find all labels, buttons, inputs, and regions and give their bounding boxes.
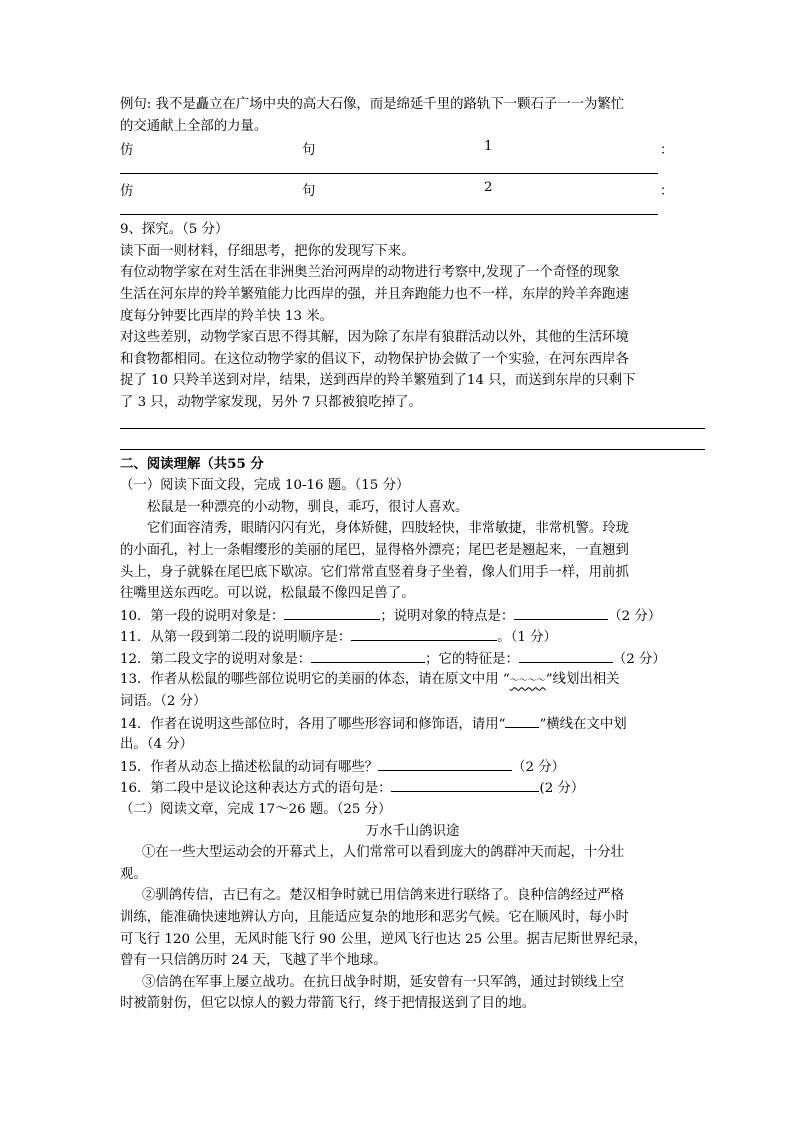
example-line-1: 例句: 我不是矗立在广场中央的高大石像，而是绵延千里的路轨下一颗石子一一为繁忙 [120, 97, 625, 112]
question-text: 15．作者从动态上描述松鼠的动词有哪些？ [120, 759, 379, 775]
imitation-label-2: 句 [302, 184, 316, 200]
question-15 [120, 756, 705, 778]
underline-mark [505, 713, 539, 728]
imitation-number: 1 [484, 139, 493, 155]
question-11 [120, 626, 705, 648]
question-score: （2 分） [608, 608, 662, 624]
article-paragraph-2: ②驯鸽传信，古已有之。楚汉相争时就已用信鸽来进行联络了。良种信鸽经过严格 [142, 888, 625, 904]
q9-line: 了 3 只，动物学家发现，另外 7 只都被狼吃掉了。 [120, 394, 422, 410]
part1-paragraph-2: 的小面孔，衬上一条帽缨形的美丽的尾巴，显得格外漂亮；尾巴老是翘起来，一直翘到 [120, 542, 629, 558]
question-text: 16．第二段中是议论这种表达方式的语句是： [120, 781, 392, 797]
q9-line: 度每分钟要比西岸的羚羊快 13 米。 [120, 308, 334, 324]
question-text: 14．作者在说明这些部位时，各用了哪些形容词和修饰语，请用“ [120, 716, 506, 732]
article-paragraph-3: 时被箭射伤，但它以惊人的毅力带箭飞行，终于把情报送到了目的地。 [120, 996, 536, 1012]
q9-line: 生活在河东岸的羚羊繁殖能力比西岸的强，并且奔跑能力也不一样，东岸的羚羊奔跑速 [120, 286, 629, 302]
question-13-cont: 词语。（2 分） [120, 694, 207, 710]
question-text: ”横线在文中划 [539, 716, 627, 732]
example-line-2: 的交通献上全部的力量。 [120, 118, 268, 134]
question-text: ”线划出相关 [545, 672, 620, 688]
q9-line: 对这些差别，动物学家百思不得其解，因为除了东岸有狼群活动以外，其他的生活环境 [120, 330, 629, 346]
answer-line[interactable] [120, 161, 658, 174]
imitation-row-1 [120, 137, 705, 161]
question-16 [120, 777, 705, 799]
answer-blank[interactable] [519, 648, 613, 663]
imitation-row-2 [120, 178, 705, 202]
question-score: (2 分） [539, 781, 585, 797]
article-paragraph-3: ③信鸽在军事上屡立战功。在抗日战争时期，延安曾有一只军鸽，通过封锁线上空 [142, 974, 625, 990]
answer-blank[interactable] [391, 777, 539, 792]
imitation-number: 2 [484, 180, 493, 196]
question-text: 13．作者从松鼠的哪些部位说明它的美丽的体态，请在原文中用 “ [120, 672, 510, 688]
question-text: 10．第一段的说明对象是： [120, 608, 285, 624]
part1-paragraph-2: 往嘴里送东西吃。可以说，松鼠最不像四足兽了。 [120, 586, 415, 602]
article-paragraph-2: 训练，能准确快速地辨认方向，且能适应复杂的地形和恶劣气候。它在顺风时，每小时 [120, 910, 629, 925]
question-12 [120, 648, 705, 670]
question-10 [120, 605, 705, 627]
question-text: ；它的特征是： [425, 651, 519, 667]
q9-line: 和食物都相同。在这位动物学家的倡议下，动物保护协会做了一个实验，在河东西岸各 [120, 351, 629, 367]
question-score: （2 分） [612, 651, 666, 667]
q9-line: 有位动物学家在对生活在非洲奥兰治河两岸的动物进行考察中,发现了一个奇怪的现象 [120, 265, 620, 281]
article-paragraph-2: 曾有一只信鸽历时 24 天，飞越了半个地球。 [120, 953, 387, 969]
answer-blank[interactable] [378, 756, 512, 771]
part1-paragraph-1: 松鼠是一种漂亮的小动物，驯良，乖巧，很讨人喜欢。 [147, 499, 469, 515]
q9-line: 捉了 10 只羚羊送到对岸，结果，送到西岸的羚羊繁殖到了14 只，而送到东岸的只剩下 [120, 373, 636, 389]
exam-page [120, 94, 705, 1015]
answer-line[interactable] [120, 202, 658, 215]
imitation-label-1: 仿 [120, 143, 134, 159]
answer-blank[interactable] [284, 605, 380, 620]
wavy-line-mark: ～～～～ [509, 676, 546, 687]
imitation-label-2: 句 [302, 143, 316, 159]
article-paragraph-2: 可飞行 120 公里，无风时能飞行 90 公里，逆风飞行也达 25 公里。据吉尼斯世界纪录， [120, 931, 648, 947]
answer-blank[interactable] [311, 648, 425, 663]
imitation-colon: ： [660, 143, 674, 159]
question-text: 11．从第一段到第二段的说明顺序是： [120, 630, 352, 646]
question-14 [120, 713, 705, 735]
article-title: 万水千山鸽识途 [365, 823, 460, 839]
article-paragraph-1: 观。 [120, 866, 147, 882]
question-14-cont: 出。（4 分） [120, 737, 194, 753]
question-score: 。（1 分） [497, 630, 557, 646]
answer-blank[interactable] [514, 605, 608, 620]
question-13 [120, 669, 705, 691]
question-text: 12．第二段文字的说明对象是： [120, 651, 312, 667]
imitation-label-1: 仿 [120, 184, 134, 200]
part2-heading: （二）阅读文章，完成 17～26 题。（25 分） [120, 802, 392, 818]
imitation-colon: ： [660, 184, 674, 200]
article-paragraph-1: ①在一些大型运动会的开幕式上，人们常常可以看到庞大的鸽群冲天而起，十分壮 [142, 845, 625, 861]
part1-paragraph-2: 它们面容清秀，眼睛闪闪有光，身体矫健，四肢轻快，非常敏捷，非常机警。玲珑 [147, 521, 630, 537]
question-text: ；说明对象的特点是： [380, 608, 515, 624]
question-score: （2 分） [512, 759, 566, 775]
q9-title: 9、探究。（5 分） [120, 222, 229, 238]
section2-title: 二、阅读理解（共55 分 [120, 455, 264, 472]
q9-line: 读下面一则材料，仔细思考，把你的发现写下来。 [120, 243, 415, 259]
part1-paragraph-2: 头上，身子就躲在尾巴底下歇凉。它们常常直竖着身子坐着，像人们用手一样，用前抓 [120, 564, 629, 580]
answer-line[interactable] [120, 429, 705, 450]
answer-line[interactable] [120, 414, 705, 429]
part1-heading: （一）阅读下面文段，完成 10-16 题。（15 分） [120, 478, 410, 494]
answer-blank[interactable] [351, 626, 497, 641]
